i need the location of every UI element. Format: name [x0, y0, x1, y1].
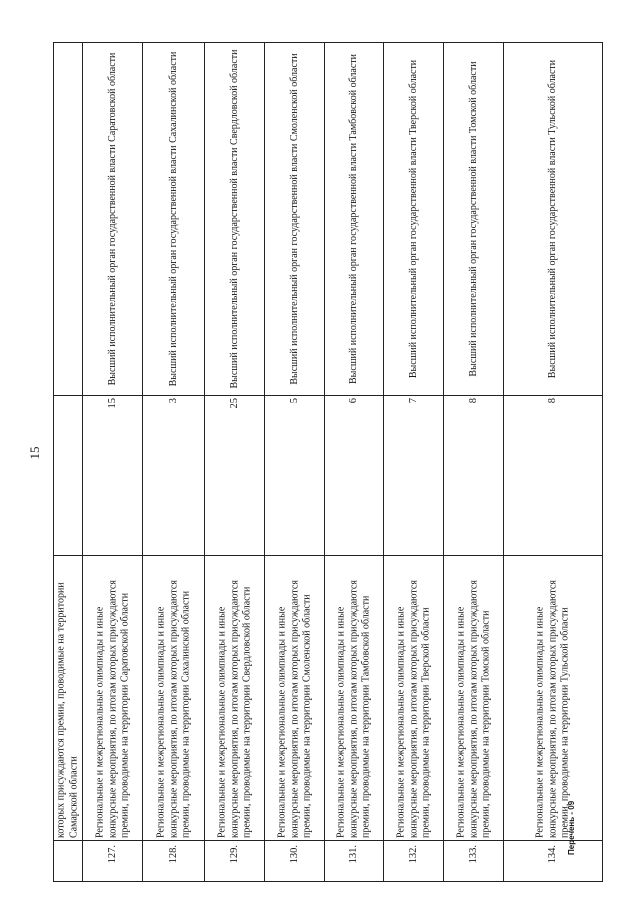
organizer-text: Высший исполнительный орган государственной власти Томской области [467, 61, 479, 377]
row-number-cell [444, 840, 503, 881]
count-value: 15 [106, 397, 118, 408]
row-number: 133. [467, 845, 479, 864]
count-value: 25 [228, 397, 240, 408]
row-number-cell [265, 840, 324, 881]
count-cell [504, 395, 602, 555]
table-row [54, 43, 83, 881]
event-name: Региональные и межрегиональные олимпиады и иные конкурсные мероприятия, по итогам которых присуждаются премии, проводимые на территории Тверской области [394, 580, 431, 838]
table-row [265, 43, 325, 881]
count-cell [444, 395, 503, 555]
document-table [53, 42, 603, 882]
count-value: 8 [467, 397, 479, 403]
count-value: 5 [288, 397, 300, 403]
count-value: 8 [546, 397, 558, 403]
row-number: 129. [228, 845, 240, 864]
organizer-cell [54, 43, 82, 395]
organizer-text: Высший исполнительный орган государственной власти Тульской области [546, 59, 558, 379]
organizer-text: Высший исполнительный орган государственной власти Смоленской области [288, 53, 300, 385]
count-cell [384, 395, 443, 555]
count-cell [54, 395, 82, 555]
count-cell [143, 395, 204, 555]
count-cell [325, 395, 383, 555]
count-cell [265, 395, 324, 555]
table-row [444, 43, 504, 881]
table-row [504, 43, 602, 881]
row-number-cell [325, 840, 383, 881]
table-row [325, 43, 384, 881]
event-name: Региональные и межрегиональные олимпиады и иные конкурсные мероприятия, по итогам которых присуждаются премии, проводимые на территории Тульской области [534, 580, 571, 838]
event-name: Региональные и межрегиональные олимпиады и иные конкурсные мероприятия, по итогам которых присуждаются премии, проводимые на территории Сахалинской области [154, 580, 191, 838]
row-number: 130. [288, 845, 300, 864]
organizer-text: Высший исполнительный орган государственной власти Свердловской области [228, 49, 240, 389]
count-value: 7 [407, 397, 419, 403]
organizer-cell [384, 43, 443, 395]
event-name: Региональные и межрегиональные олимпиады и иные конкурсные мероприятия, по итогам которых присуждаются премии, проводимые на территории Тамбовской области [335, 580, 372, 838]
row-number: 134. [546, 845, 558, 864]
organizer-cell [504, 43, 602, 395]
count-value: 3 [167, 397, 179, 403]
event-name-cell [205, 555, 264, 840]
row-number: 127. [106, 845, 118, 864]
organizer-cell [325, 43, 383, 395]
row-number-cell [384, 840, 443, 881]
event-name: Региональные и межрегиональные олимпиады и иные конкурсные мероприятия, по итогам которых присуждаются премии, проводимые на территории Свердловской области [215, 580, 252, 838]
table-row [83, 43, 143, 881]
row-number-cell [83, 840, 142, 881]
page-number: 15 [27, 446, 42, 460]
event-name-cell [325, 555, 383, 840]
event-name-cell [54, 555, 82, 840]
organizer-cell [265, 43, 324, 395]
row-number-cell [54, 840, 82, 881]
count-cell [83, 395, 142, 555]
event-name-cell [504, 555, 602, 840]
table-row [205, 43, 265, 881]
organizer-cell [205, 43, 264, 395]
row-number-cell [143, 840, 204, 881]
event-name-cell [83, 555, 142, 840]
table-row [384, 43, 444, 881]
event-name: Региональные и межрегиональные олимпиады и иные конкурсные мероприятия, по итогам которых присуждаются премии, проводимые на территории Саратовской области [93, 580, 130, 838]
organizer-text: Высший исполнительный орган государственной власти Тверской области [407, 59, 419, 379]
table-row [143, 43, 205, 881]
organizer-text: Высший исполнительный орган государственной власти Сахалинской области [167, 51, 179, 387]
row-number: 128. [167, 845, 179, 864]
count-cell [205, 395, 264, 555]
organizer-cell [83, 43, 142, 395]
event-name: которых присуждаются премии, проводимые на территории Самарской области [55, 582, 79, 838]
organizer-cell [444, 43, 503, 395]
event-name-cell [444, 555, 503, 840]
row-number: 131. [347, 845, 359, 864]
event-name-cell [265, 555, 324, 840]
count-value: 6 [347, 397, 359, 403]
organizer-cell [143, 43, 204, 395]
event-name-cell [143, 555, 204, 840]
event-name-cell [384, 555, 443, 840]
event-name: Региональные и межрегиональные олимпиады и иные конкурсные мероприятия, по итогам которых присуждаются премии, проводимые на территории Смоленской области [275, 580, 312, 838]
row-number-cell [504, 840, 602, 881]
row-number-cell [205, 840, 264, 881]
event-name: Региональные и межрегиональные олимпиады и иные конкурсные мероприятия, по итогам которых присуждаются премии, проводимые на территории Томской области [454, 580, 491, 838]
footer-note: Перечень - 09 [567, 800, 576, 855]
row-number: 132. [407, 845, 419, 864]
organizer-text: Высший исполнительный орган государственной власти Тамбовской области [347, 54, 359, 384]
organizer-text: Высший исполнительный орган государственной власти Саратовской области [106, 52, 118, 386]
